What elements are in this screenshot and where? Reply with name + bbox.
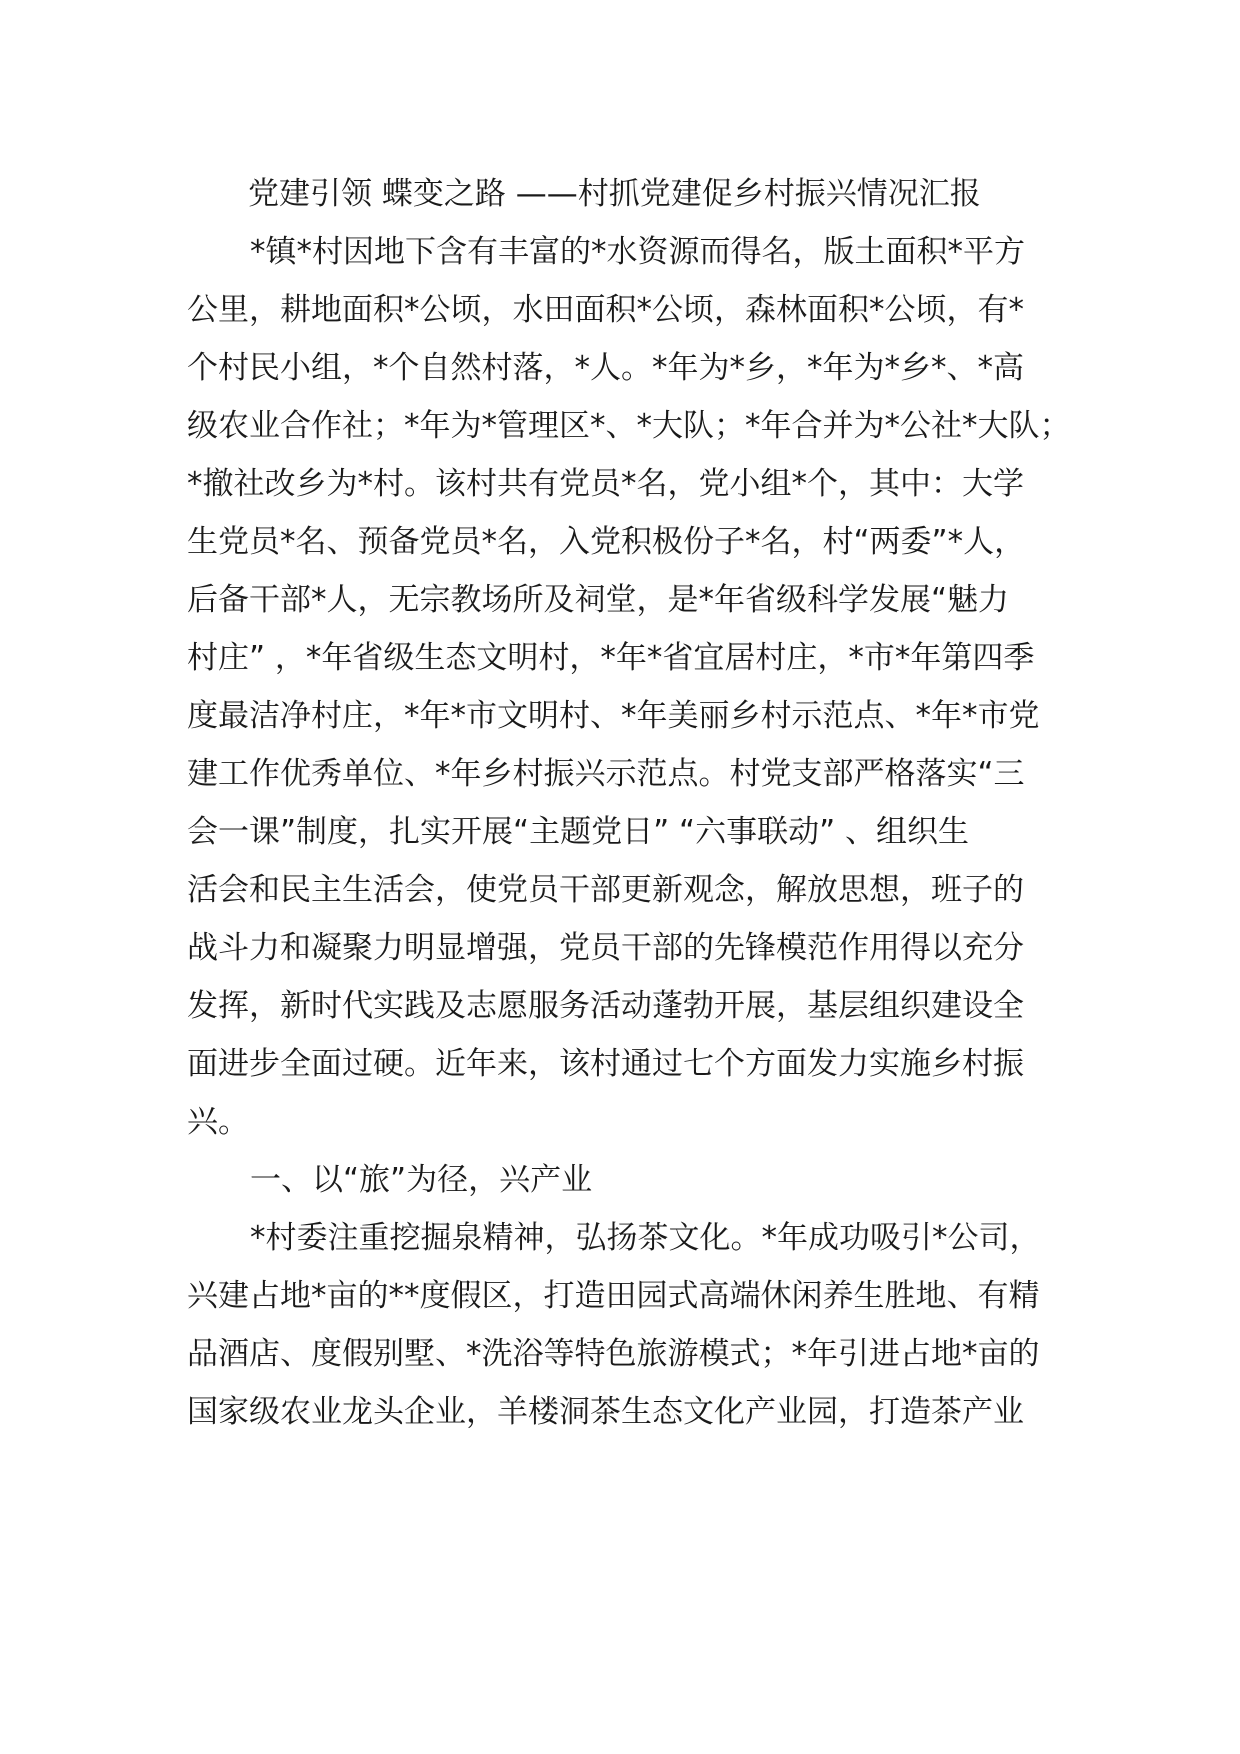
paragraph-line: 战斗力和凝聚力明显增强，党员干部的先锋模范作用得以充分: [187, 930, 1024, 966]
paragraph-line: 后备干部*人，无宗教场所及祠堂，是*年省级科学发展“魅力: [187, 582, 1010, 618]
paragraph-line: 活会和民主生活会，使党员干部更新观念，解放思想，班子的: [187, 872, 1024, 908]
paragraph-line: 国家级农业龙头企业，羊楼洞茶生态文化产业园，打造茶产业: [187, 1394, 1024, 1430]
paragraph-line: *镇*村因地下含有丰富的*水资源而得名，版土面积*平方: [250, 234, 1025, 270]
paragraph-line: 兴建占地*亩的**度假区，打造田园式高端休闲养生胜地、有精: [187, 1278, 1040, 1314]
paragraph-line: *撤社改乡为*村。该村共有党员*名，党小组*个，其中：大学: [187, 466, 1024, 502]
paragraph-line: 建工作优秀单位、*年乡村振兴示范点。村党支部严格落实“三: [187, 756, 1025, 792]
paragraph-line: 会一课”制度，扎实开展“主题党日” “六事联动” 、组织生: [187, 814, 970, 850]
paragraph-line: 度最洁净村庄，*年*市文明村、*年美丽乡村示范点、*年*市党: [187, 698, 1040, 734]
paragraph-line: *村委注重挖掘泉精神，弘扬茶文化。*年成功吸引*公司，: [250, 1220, 1041, 1256]
paragraph-line: 个村民小组，*个自然村落，*人。*年为*乡，*年为*乡*、*高: [187, 350, 1024, 386]
paragraph-line: 公里，耕地面积*公顷，水田面积*公顷，森林面积*公顷，有*: [187, 292, 1024, 328]
paragraph-line: 村庄” ，*年省级生态文明村，*年*省宜居村庄，*市*年第四季: [187, 640, 1035, 676]
paragraph-line: 品酒店、度假别墅、*洗浴等特色旅游模式；*年引进占地*亩的: [187, 1336, 1040, 1372]
paragraph-line: 兴。: [187, 1104, 249, 1140]
paragraph-line: 生党员*名、预备党员*名，入党积极份子*名，村“两委”*人，: [187, 524, 1026, 560]
document-title: 党建引领 蝶变之路 ——村抓党建促乡村振兴情况汇报: [248, 176, 981, 212]
paragraph-line: 级农业合作社；*年为*管理区*、*大队；*年合并为*公社*大队；: [187, 408, 1071, 444]
paragraph-line: 发挥，新时代实践及志愿服务活动蓬勃开展，基层组织建设全: [187, 988, 1024, 1024]
paragraph-line: 面进步全面过硬。近年来，该村通过七个方面发力实施乡村振: [187, 1046, 1024, 1082]
section-heading: 一、以“旅”为径，兴产业: [250, 1162, 593, 1198]
